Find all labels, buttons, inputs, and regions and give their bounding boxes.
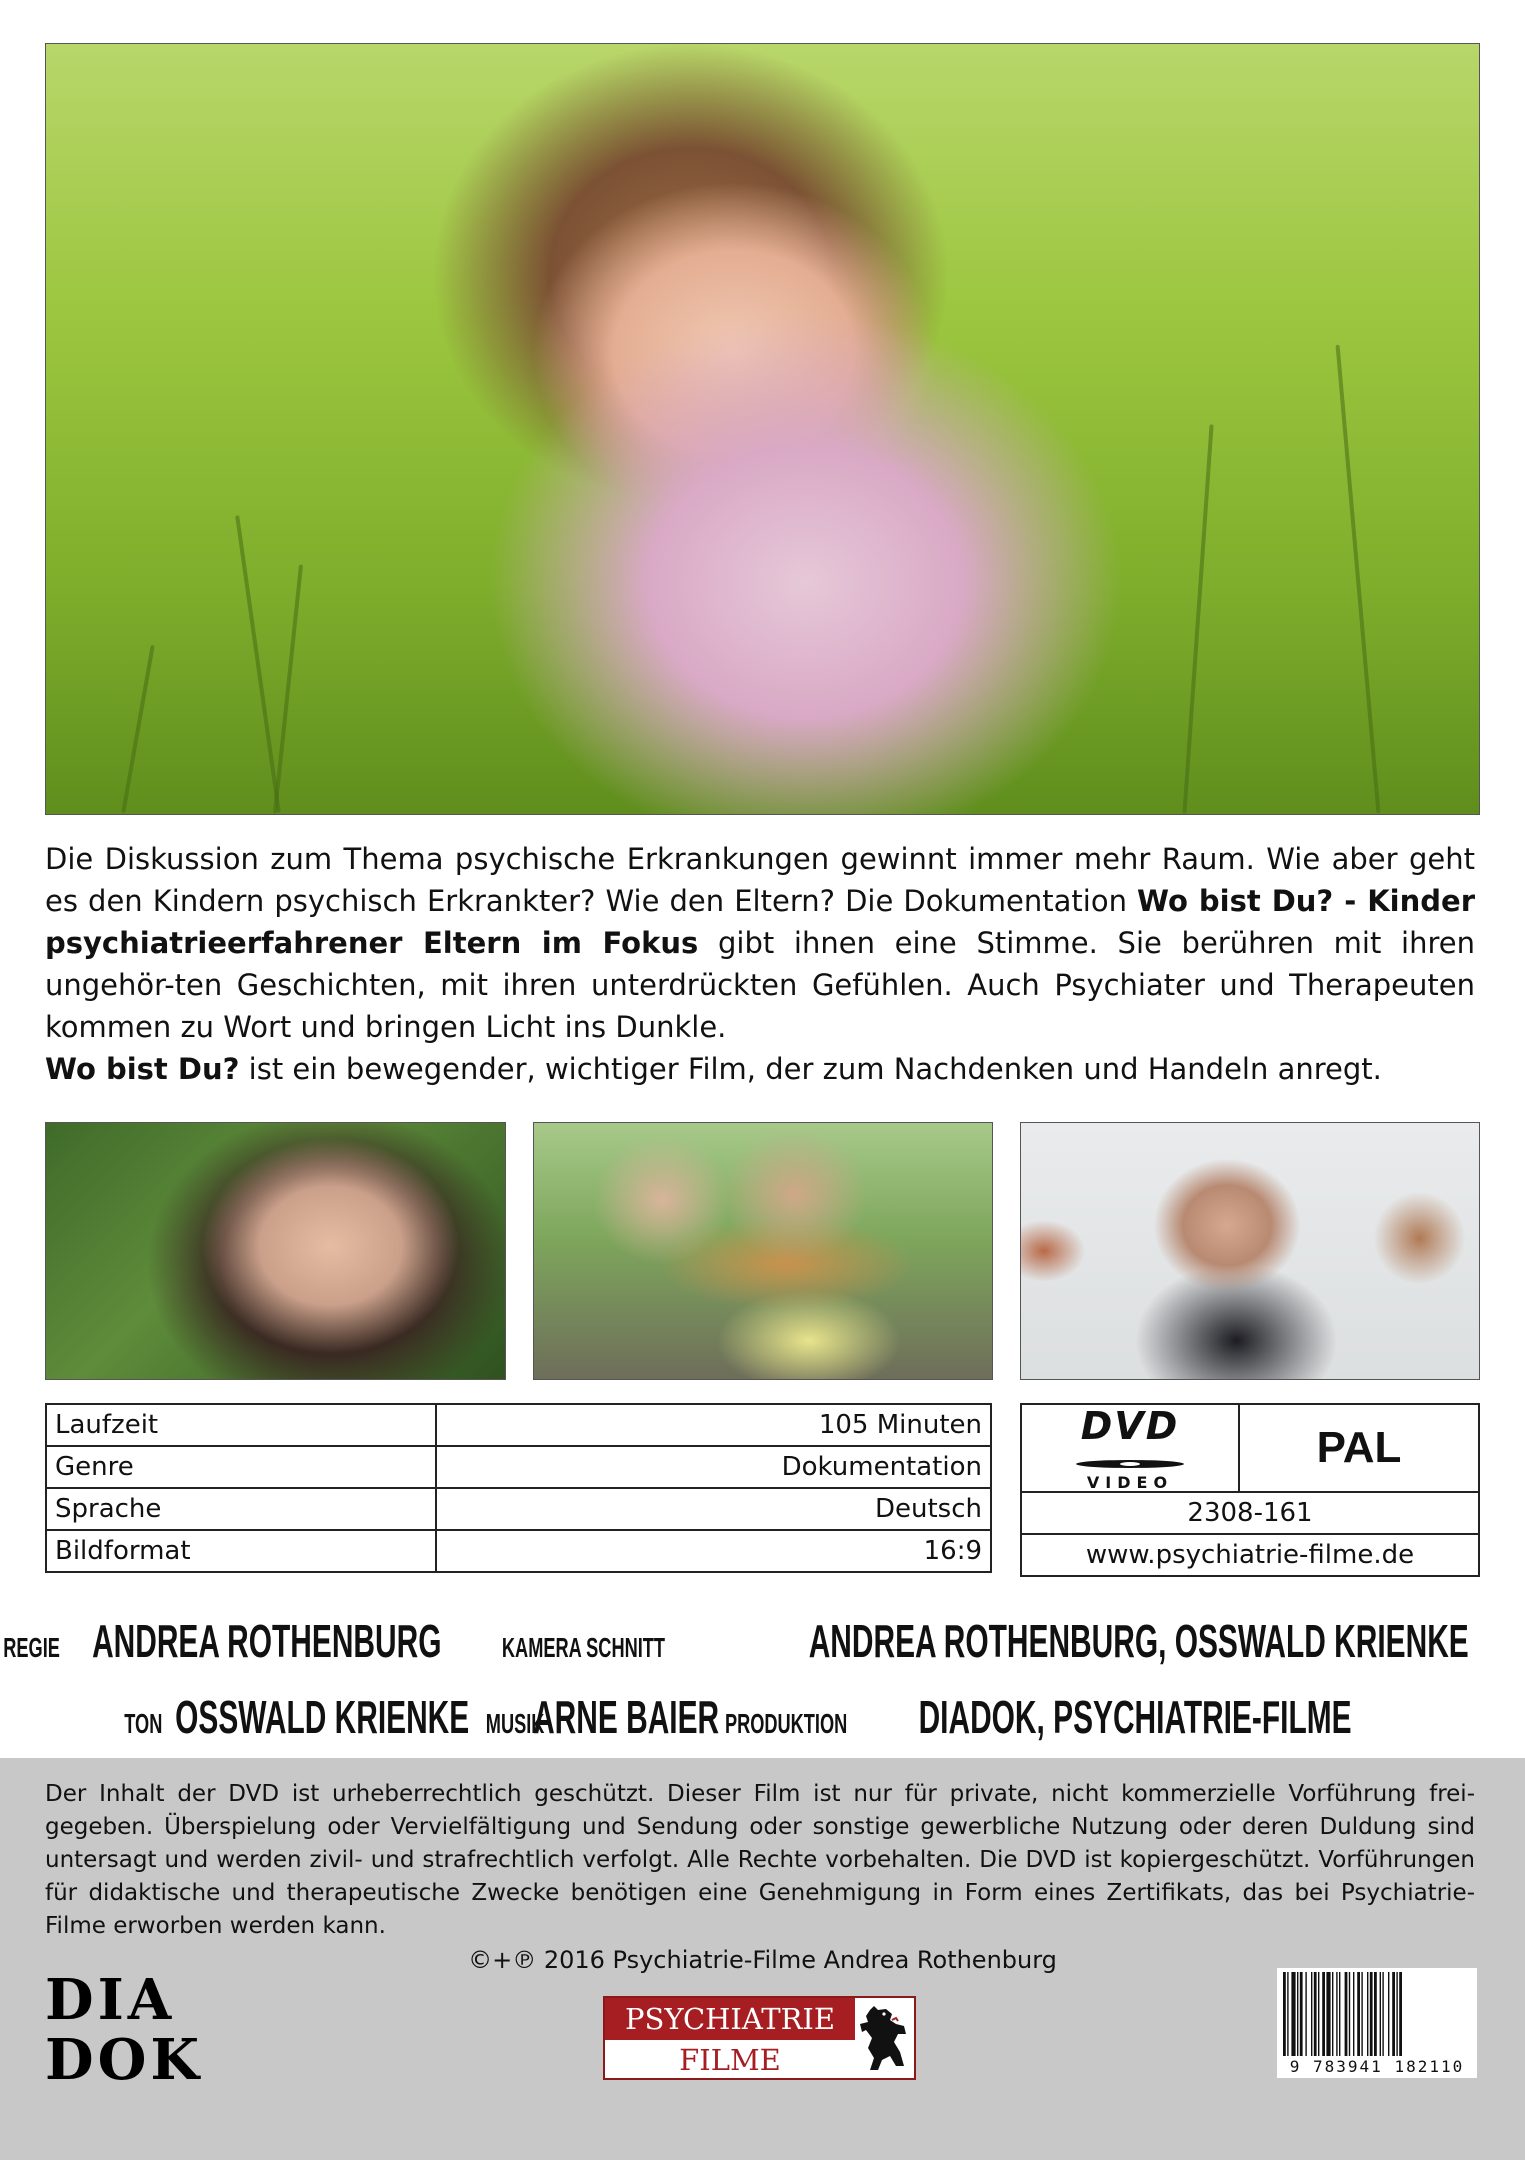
film-description: Die Diskussion zum Thema psychische Erkrankungen gewinnt immer mehr Raum. Wie aber geht es den Kindern psychisch Erkrankter? Wie den Eltern? Die Dokumentation Wo bist Du? - Kinder psychiatrieerfahrener Eltern im Fokus gibt ihnen eine Stimme. Sie berühren mit ihren ungehör-ten Geschichten, mit ihren unterdrückten Gefühlen. Auch Psychiater und Therapeuten kommen zu Wort und bringen Licht ins Dunkle. Wo bist Du? ist ein bewegender, wichtiger Film, der zum Nachdenken und Handeln anregt. [45, 842, 1476, 1086]
credit-role: PRODUKTION [724, 1708, 848, 1739]
spec-row-bildformat [46, 1530, 991, 1572]
spec-value: 105 Minuten [436, 1404, 991, 1446]
credits-line-2 [0, 1690, 1525, 1744]
barcode-icon [1283, 1972, 1471, 2056]
legal-notice: Der Inhalt der DVD ist urheberrechtlich geschützt. Dieser Film ist nur für private, nicht kommerzielle Vorführung frei-gegeben. Überspielung oder Vervielfältigung und Sendung oder sonstige gewerbliche Nutzung oder deren Duldung sind untersagt und werden zivil- und strafrechtlich verfolgt. Alle Rechte vorbehalten. Die DVD ist kopiergeschützt. Vorführungen für didaktische und therapeutische Zwecke benötigen eine Genehmigung in Form eines Zertifikats, das bei Psychiatrie-Filme erworben werden kann. [45, 1781, 1475, 1939]
spec-label: Genre [46, 1446, 436, 1488]
credit-role: MUSIK [486, 1708, 545, 1739]
credit-name: OSSWALD KRIENKE [174, 1691, 469, 1743]
thumbnail-guitar-players [533, 1122, 993, 1380]
spec-value: Dokumentation [436, 1446, 991, 1488]
spec-label: Laufzeit [46, 1404, 436, 1446]
credit-name: DIADOK, PSYCHIATRIE-FILME [918, 1691, 1352, 1743]
copyright-line: ©+℗ 2016 Psychiatrie-Filme Andrea Rothenburg [468, 1946, 1057, 1974]
film-short-title: Wo bist Du? [45, 1052, 240, 1086]
diadok-logo: DIA DOK [45, 1967, 204, 2093]
credit-role: REGIE [3, 1632, 60, 1663]
credit-name: ANDREA ROTHENBURG, OSSWALD KRIENKE [808, 1615, 1469, 1667]
spec-row-genre [46, 1446, 991, 1488]
spec-row-laufzeit [46, 1404, 991, 1446]
video-system: PAL [1239, 1404, 1479, 1492]
spec-row-sprache [46, 1488, 991, 1530]
disc-icon [1075, 1459, 1185, 1469]
spec-label: Sprache [46, 1488, 436, 1530]
barcode-number: 9 783941 182110 [1289, 2057, 1465, 2076]
format-box [1020, 1403, 1480, 1577]
credit-name: ARNE BAIER [533, 1691, 720, 1743]
thumbnail-young-woman [45, 1122, 506, 1380]
credit-role: TON [124, 1708, 163, 1739]
spec-value: 16:9 [436, 1530, 991, 1572]
barcode [1277, 1968, 1477, 2078]
hero-photo-girl-dandelion [45, 43, 1480, 815]
bear-icon [856, 2004, 910, 2074]
spec-value: Deutsch [436, 1488, 991, 1530]
credit-role: KAMERA SCHNITT [501, 1632, 665, 1663]
dvd-video-logo: DVD VIDEO [1021, 1404, 1239, 1492]
credits-line-1 [0, 1614, 1525, 1668]
thumbnail-man-interview [1020, 1122, 1480, 1380]
psychiatrie-filme-logo: PSYCHIATRIE FILME [603, 1996, 916, 2080]
spec-label: Bildformat [46, 1530, 436, 1572]
credit-name: ANDREA ROTHENBURG [91, 1615, 442, 1667]
catalog-number: 2308-161 [1021, 1492, 1479, 1534]
spec-table [45, 1403, 992, 1573]
website-link[interactable]: www.psychiatrie-filme.de [1021, 1534, 1479, 1576]
legal-footer [0, 1758, 1525, 2160]
film-title: Wo bist Du? - Kinder psychiatrieerfahrener Eltern im Fokus [45, 884, 1476, 960]
